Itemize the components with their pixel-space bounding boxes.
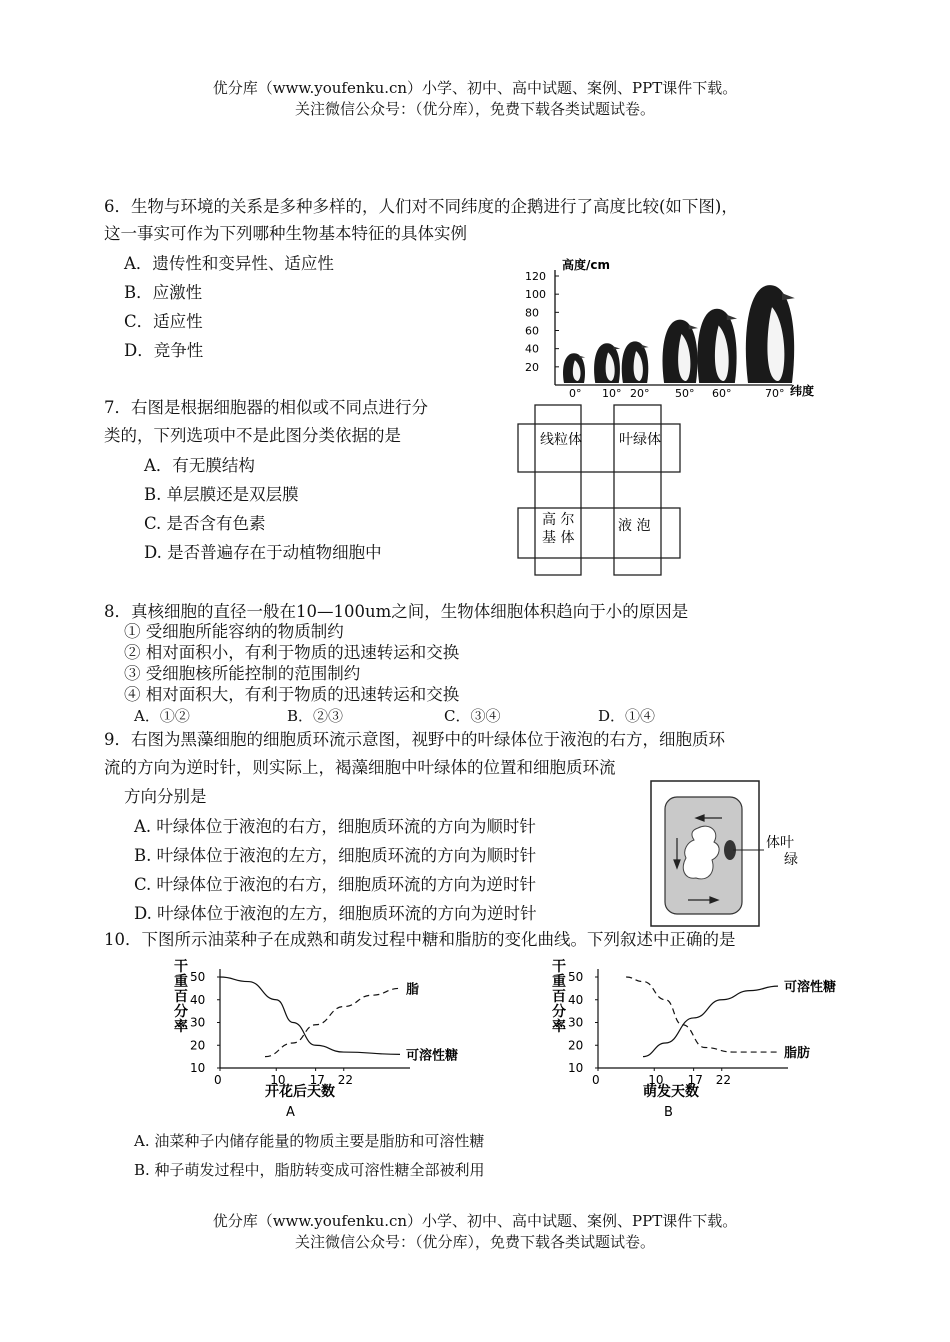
q6-option-b: B．应激性 [124, 283, 203, 302]
q10-option-b: B. 种子萌发过程中，脂肪转变成可溶性糖全部被利用 [134, 1161, 485, 1179]
y-axis-label-char: 分 [552, 1004, 566, 1020]
q9-stem-line1: 9．右图为黑藻细胞的细胞质环流示意图，视野中的叶绿体位于液泡的右方，细胞质环 [104, 730, 725, 749]
x-tick-label: 17 [309, 1073, 325, 1087]
x-axis-label: 萌发天数 [643, 1084, 699, 1100]
y-tick-label: 10 [568, 1061, 584, 1075]
q8-choice-a: A．①② [134, 707, 190, 725]
q9-option-c: C. 叶绿体位于液泡的右方，细胞质环流的方向为逆时针 [134, 875, 537, 894]
cytoplasmic-streaming-figure [650, 780, 810, 928]
penguin-height-figure [522, 252, 822, 402]
penguin-xtick: 10° [602, 387, 622, 400]
x-tick-label: 10 [270, 1073, 286, 1087]
chloroplast-label-line1: 体叶 [766, 835, 794, 851]
q7-option-a: A．有无膜结构 [144, 456, 255, 475]
penguin-icon [697, 309, 737, 383]
q7-option-d: D. 是否普遍存在于动植物细胞中 [144, 543, 382, 562]
organelle-classification-figure [514, 400, 694, 580]
penguin-icon [663, 320, 698, 383]
penguin-xtick: 20° [630, 387, 650, 400]
organelle-mitochondria: 线粒体 [540, 432, 582, 448]
q8-choice-b: B．②③ [287, 707, 344, 725]
x-tick-label: 22 [715, 1073, 732, 1087]
y-axis-label-char: 分 [174, 1004, 188, 1020]
y-tick-label: 20 [568, 1038, 584, 1053]
y-tick-label: 40 [190, 992, 206, 1007]
chart-title: B [664, 1105, 673, 1120]
series-label: 脂肪 [784, 1046, 811, 1062]
q7-option-c: C. 是否含有色素 [144, 514, 266, 533]
q9-option-d: D. 叶绿体位于液泡的左方，细胞质环流的方向为逆时针 [134, 904, 537, 923]
penguin-ytick: 80 [525, 306, 539, 320]
q8-choice-d: D．①④ [598, 707, 656, 725]
page-header-line1: 优分库（www.youfenku.cn）小学、初中、高中试题、案例、PPT课件下载。 [212, 79, 738, 97]
penguin-ytick: 100 [525, 288, 546, 302]
y-axis-label-char: 干 [174, 959, 188, 975]
q9-stem-line2: 流的方向为逆时针，则实际上，褐藻细胞中叶绿体的位置和细胞质环流 [104, 758, 616, 777]
q6-option-c: C．适应性 [124, 312, 203, 331]
x-tick-label: 17 [687, 1073, 703, 1087]
chart-title: A [286, 1105, 295, 1120]
q7-option-b: B. 单层膜还是双层膜 [144, 485, 299, 504]
q7-stem-line2: 类的，下列选项中不是此图分类依据的是 [104, 426, 401, 445]
penguin-xtick: 70° [765, 387, 785, 400]
q9-option-a: A. 叶绿体位于液泡的右方，细胞质环流的方向为顺时针 [134, 817, 536, 836]
penguin-icon [746, 285, 795, 383]
organelle-golgi-line1: 高 尔 [542, 512, 575, 528]
q8-choice-c: C．③④ [444, 707, 501, 725]
q8-item-2: ② 相对面积小，有利于物质的迅速转运和交换 [124, 643, 460, 662]
y-axis-label-char: 率 [174, 1019, 188, 1035]
x-axis-label: 开花后天数 [265, 1084, 335, 1100]
y-tick-label: 30 [190, 1015, 206, 1030]
y-tick-label: 20 [190, 1038, 206, 1053]
seed-chart-a [170, 955, 460, 1125]
series-label: 可溶性糖 [406, 1048, 459, 1064]
q8-item-1: ① 受细胞所能容纳的物质制约 [124, 622, 344, 641]
penguin-xtick: 0° [569, 387, 582, 400]
penguin-xtick: 60° [712, 387, 732, 400]
seed-chart-b [548, 955, 838, 1125]
q6-stem-line2: 这一事实可作为下列哪种生物基本特征的具体实例 [104, 224, 467, 243]
penguin-ytick: 20 [525, 360, 539, 374]
penguin-ytick: 120 [525, 270, 546, 283]
page-footer-line2: 关注微信公众号：（优分库），免费下载各类试题试卷。 [294, 1233, 655, 1251]
series-label: 脂 [406, 982, 420, 998]
penguin-ylabel: 高度/cm [562, 258, 611, 272]
penguin-xtick: 50° [675, 387, 695, 400]
penguin-icon [563, 353, 585, 383]
y-axis-label-char: 重 [552, 974, 566, 990]
series-line-solid [220, 977, 400, 1054]
q6-option-a: A．遗传性和变异性、适应性 [124, 254, 334, 273]
penguin-icon [594, 343, 620, 383]
penguin-ytick: 60 [525, 324, 539, 338]
organelle-golgi-line2: 基 体 [542, 530, 575, 546]
organelle-chloroplast: 叶绿体 [619, 432, 661, 448]
x-tick-label: 0 [592, 1073, 600, 1087]
q9-stem-line3: 方向分别是 [124, 787, 207, 806]
y-axis-label-char: 百 [552, 989, 566, 1005]
column-box-left [535, 405, 581, 575]
series-line-dashed [265, 988, 400, 1056]
x-tick-label: 0 [214, 1073, 222, 1087]
organelle-vacuole: 液 泡 [618, 518, 651, 534]
penguin-xlabel: 纬度 [790, 384, 815, 398]
q10-stem: 10．下图所示油菜种子在成熟和萌发过程中糖和脂肪的变化曲线。下列叙述中正确的是 [104, 930, 736, 949]
y-axis-label-char: 率 [552, 1019, 566, 1035]
y-tick-label: 50 [190, 970, 206, 984]
y-tick-label: 40 [568, 992, 584, 1007]
y-axis-label-char: 重 [174, 974, 188, 990]
page-header-line2: 关注微信公众号：（优分库），免费下载各类试题试卷。 [294, 100, 655, 118]
column-box-right [614, 405, 661, 575]
y-axis-label-char: 干 [552, 959, 566, 975]
y-tick-label: 10 [190, 1061, 206, 1075]
y-tick-label: 50 [568, 970, 584, 984]
x-tick-label: 22 [337, 1073, 354, 1087]
penguin-icon [622, 341, 649, 383]
q8-item-4: ④ 相对面积大，有利于物质的迅速转运和交换 [124, 685, 460, 704]
q10-option-a: A. 油菜种子内储存能量的物质主要是脂肪和可溶性糖 [134, 1132, 485, 1150]
series-label: 可溶性糖 [784, 980, 837, 996]
penguin-ytick: 40 [525, 342, 539, 356]
q9-option-b: B. 叶绿体位于液泡的左方，细胞质环流的方向为顺时针 [134, 846, 537, 865]
q8-stem: 8．真核细胞的直径一般在10—100um之间，生物体细胞体积趋向于小的原因是 [104, 602, 689, 621]
series-line-solid [643, 986, 778, 1057]
x-tick-label: 10 [648, 1073, 664, 1087]
q6-stem-line1: 6．生物与环境的关系是多种多样的，人们对不同纬度的企鹅进行了高度比较(如下图)， [104, 197, 738, 216]
q6-option-d: D．竞争性 [124, 341, 204, 360]
q8-item-3: ③ 受细胞核所能控制的范围制约 [124, 664, 361, 683]
y-tick-label: 30 [568, 1015, 584, 1030]
page-footer-line1: 优分库（www.youfenku.cn）小学、初中、高中试题、案例、PPT课件下载。 [212, 1212, 738, 1230]
y-axis-label-char: 百 [174, 989, 188, 1005]
q7-stem-line1: 7．右图是根据细胞器的相似或不同点进行分 [104, 398, 428, 417]
chloroplast-label-line2: 绿 [784, 852, 798, 868]
